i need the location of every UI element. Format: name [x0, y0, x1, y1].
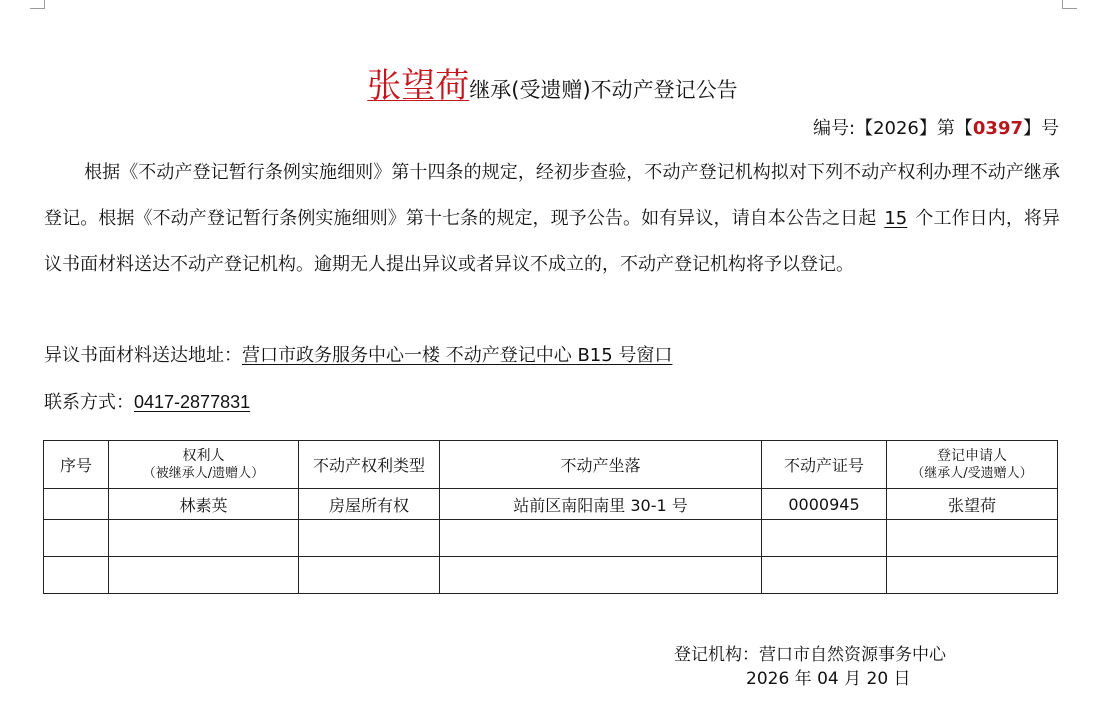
- table-header-row: [44, 441, 1058, 489]
- table-row-empty: [44, 520, 1058, 557]
- crop-mark-right: [1062, 0, 1077, 9]
- number-suffix: 】号: [1023, 118, 1059, 139]
- number-prefix: 编号:【: [813, 118, 874, 139]
- header-right-type: 不动产权利类型: [299, 441, 440, 489]
- cell-empty: [762, 520, 887, 557]
- table-row-empty: [44, 557, 1058, 594]
- cell-empty: [299, 520, 440, 557]
- header-applicant-main: 登记申请人: [937, 447, 1007, 464]
- cell-location: 站前区南阳南里 30-1 号: [440, 489, 762, 520]
- objection-address-value: 营口市政务服务中心一楼 不动产登记中心 B15 号窗口: [242, 345, 673, 366]
- number-mid: 】第【: [918, 118, 973, 139]
- cell-empty: [762, 557, 887, 594]
- cell-empty: [44, 520, 109, 557]
- cell-seq: [44, 489, 109, 520]
- cell-empty: [440, 520, 762, 557]
- registration-org: 登记机构：营口市自然资源事务中心: [674, 645, 946, 665]
- number-serial: 0397: [972, 118, 1023, 139]
- contact-label: 联系方式：: [44, 392, 134, 413]
- cell-empty: [887, 557, 1058, 594]
- number-year: 2026: [873, 118, 919, 139]
- header-seq: 序号: [44, 441, 109, 489]
- header-cert-no: 不动产证号: [762, 441, 887, 489]
- cell-empty: [109, 557, 299, 594]
- cell-right-type: 房屋所有权: [299, 489, 440, 520]
- registration-table: [43, 440, 1058, 594]
- notice-number: [813, 114, 1059, 140]
- cell-empty: [299, 557, 440, 594]
- table-row: [44, 489, 1058, 520]
- title-text: 继承(受遗赠)不动产登记公告: [469, 78, 738, 102]
- header-owner-main: 权利人: [182, 447, 225, 464]
- header-owner: [109, 441, 299, 489]
- cell-owner: 林素英: [109, 489, 299, 520]
- contact-value: 0417-2877831: [134, 392, 251, 412]
- header-location: 不动产坐落: [440, 441, 762, 489]
- objection-address: [44, 333, 672, 379]
- header-applicant-sub: （继承人/受遗赠人）: [911, 465, 1033, 481]
- cell-cert-no: 0000945: [762, 489, 887, 520]
- notice-date: 2026 年 04 月 20 日: [746, 669, 911, 689]
- notice-body: [44, 150, 1060, 288]
- cell-empty: [44, 557, 109, 594]
- cell-applicant: 张望荷: [887, 489, 1058, 520]
- cell-empty: [887, 520, 1058, 557]
- notice-part2: 个工作日内，将异议书面材料送达不动产登记机构。逾期无人提出异议或者异议不成立的，不动产登记机构将予以登记。: [44, 208, 1061, 275]
- header-applicant: [887, 441, 1058, 489]
- header-owner-sub: （被继承人/遗赠人）: [142, 465, 265, 481]
- notice-days: 15: [884, 208, 908, 229]
- notice-part1: 根据《不动产登记暂行条例实施细则》第十四条的规定，经初步查验，不动产登记机构拟对下列不动产权利办理不动产继承登记。根据《不动产登记暂行条例实施细则》第十七条的规定，现予公告。如有异议，请自本公告之日起: [44, 162, 1060, 229]
- objection-address-label: 异议书面材料送达地址：: [44, 345, 242, 366]
- notice-title: [0, 58, 1105, 107]
- title-person-name: 张望荷: [367, 66, 470, 106]
- cell-empty: [109, 520, 299, 557]
- cell-empty: [440, 557, 762, 594]
- crop-mark-left: [30, 0, 45, 9]
- contact-info: [44, 379, 258, 426]
